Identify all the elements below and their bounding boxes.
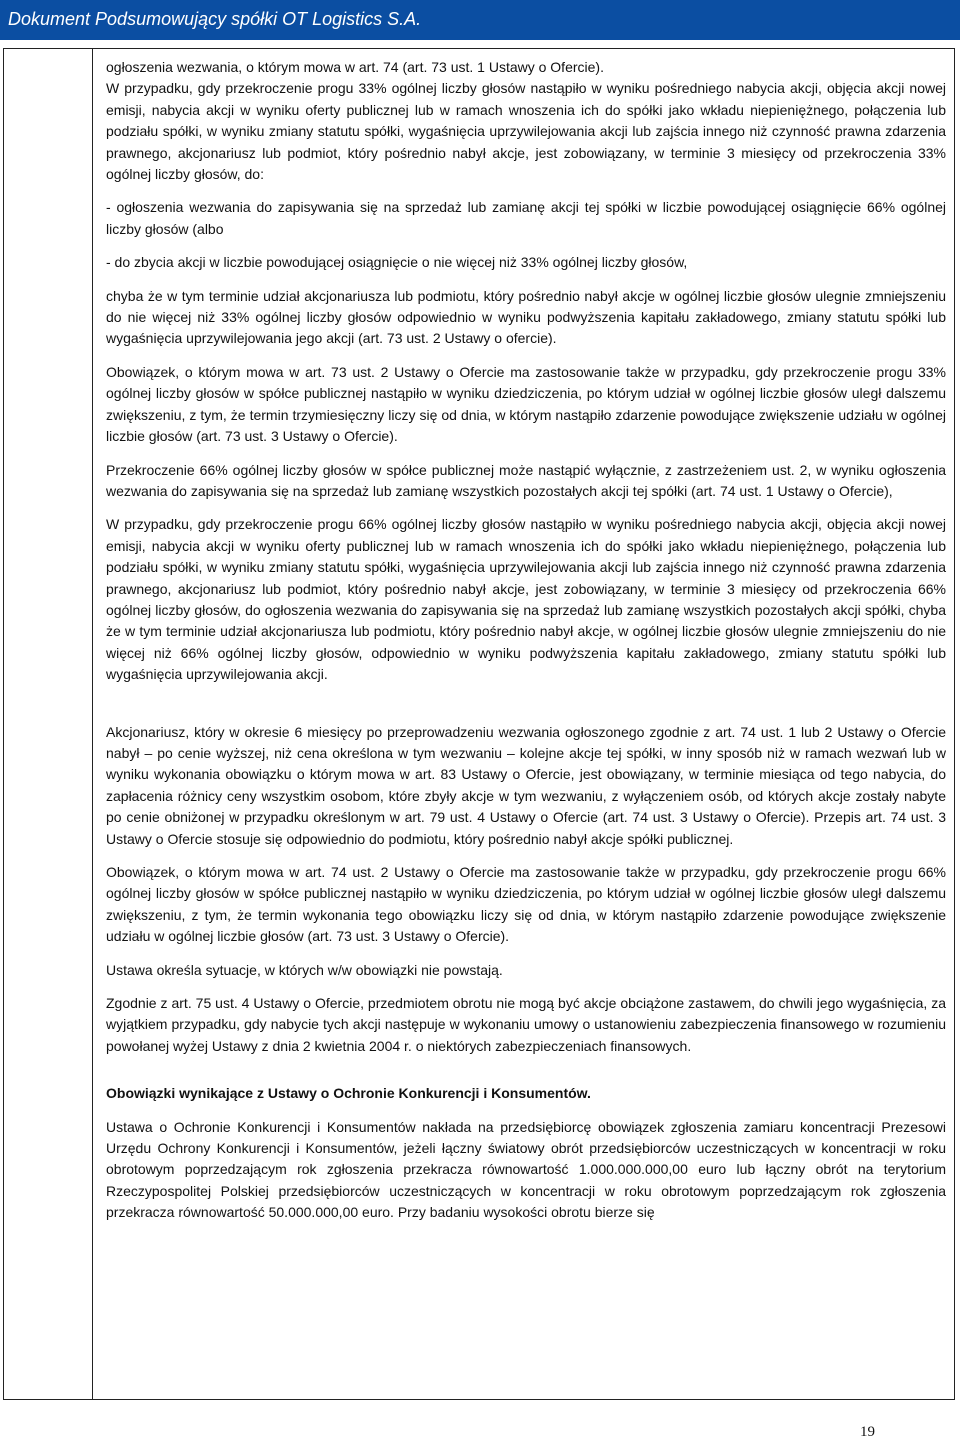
document-body: [106, 57, 946, 1236]
paragraph-13: Ustawa o Ochronie Konkurencji i Konsumentów nakłada na przedsiębiorcę obowiązek zgłoszenia zamiaru koncentracji Prezesowi Urzędu Ochrony Konkurencji i Konsumentów, jeżeli łączny światowy obrót przedsiębiorców uczestniczących w koncentracji w roku obrotowym poprzedzającym rok zgłoszenia przekracza równowartość 1.000.000.000,00 euro lub łączny obrót na terytorium Rzeczypospolitej Polskiej przedsiębiorców uczestniczących w koncentracji w roku obrotowym poprzedzającym rok zgłoszenia przekracza równowartość 50.000.000,00 euro. Przy badaniu wysokości obrotu bierze się: [106, 1118, 946, 1221]
page-number: 19: [860, 1424, 875, 1440]
paragraph-1: ogłoszenia wezwania, o którym mowa w art. 74 (art. 73 ust. 1 Ustawy o Ofercie).: [106, 59, 604, 75]
paragraph-4: - do zbycia akcji w liczbie powodującej osiągnięcie o nie więcej niż 33% ogólnej liczby głosów,: [106, 254, 688, 271]
document-header: [0, 0, 960, 40]
paragraph-9: Akcjonariusz, który w okresie 6 miesięcy po przeprowadzeniu wezwania ogłoszonego zgodnie z art. 74 ust. 1 lub 2 Ustawy o Ofercie nabył – po cenie wyższej, niż cena określona w tym wezwaniu – kolejne akcje tej spółki, w inny sposób niż w ramach wezwań lub w wyniku wykonania obowiązku o którym mowa w art. 83 Ustawy o Ofercie, jest obowiązany, w terminie miesiąca od tego nabycia, do zapłacenia różnicy ceny wszystkim osobom, które zbyły akcje w tym wezwaniu, z wyłączeniem osób, od których akcje zostały nabyte po cenie obniżonej w przypadku określonym w art. 79 ust. 4 Ustawy o Ofercie (art. 74 ust. 3 Ustawy o Ofercie). Przepis art. 74 ust. 3 Ustawy o Ofercie stosuje się odpowiednio do podmiotu, który pośrednio nabył akcje spółki publicznej.: [106, 723, 946, 847]
paragraph-12: Zgodnie z art. 75 ust. 4 Ustawy o Ofercie, przedmiotem obrotu nie mogą być akcje obciążone zastawem, do chwili jego wygaśnięcia, za wyjątkiem przypadku, gdy nabycie tych akcji następuje w wykonaniu umowy o ustanowieniu zabezpieczenia finansowego w rozumieniu powołanej wyżej Ustawy z dnia 2 kwietnia 2004 r. o niektórych zabezpieczeniach finansowych.: [106, 995, 946, 1054]
section-heading: Obowiązki wynikające z Ustawy o Ochronie Konkurencji i Konsumentów.: [106, 1085, 591, 1102]
spacer: [106, 698, 946, 722]
paragraph-8: W przypadku, gdy przekroczenie progu 66% ogólnej liczby głosów nastąpiło w wyniku pośredniego nabycia akcji, objęcia akcji nowej emisji, nabycia akcji w wyniku oferty publicznej lub w ramach wnoszenia ich do spółki jako wkładu niepieniężnego, połączenia lub podziału spółki, w wyniku zmiany statutu spółki, wygaśnięcia uprzywilejowania akcji lub zajścia innego niż czynność prawna zdarzenia prawnego, akcjonariusz lub podmiot, który pośrednio nabył akcje, jest zobowiązany, w terminie 3 miesięcy od przekroczenia 66% ogólnej liczby głosów, do ogłoszenia wezwania do zapisywania się na sprzedaż lub zamianę wszystkich pozostałych akcji spółki, chyba że w tym terminie udział akcjonariusza lub podmiotu, który pośrednio nabył akcje, w ogólnej liczbie głosów ulegnie zmniejszeniu do nie więcej niż 66% ogólnej liczby głosów, odpowiednio w wyniku podwyższenia kapitału zakładowego, zmiany statutu spółki lub wygaśnięcia uprzywilejowania akcji.: [106, 516, 946, 683]
document-title: Dokument Podsumowujący spółki OT Logistics S.A.: [8, 9, 422, 29]
paragraph-5: chyba że w tym terminie udział akcjonariusza lub podmiotu, który pośrednio nabył akcje w ogólnej liczbie głosów ulegnie zmniejszeniu do nie więcej niż 33% ogólnej liczby głosów odpowiednio w wyniku podwyższenia kapitału zakładowego, zmiany statutu spółki lub wygaśnięcia uprzywilejowania jego akcji (art. 73 ust. 2 Ustawy o ofercie).: [106, 287, 946, 347]
paragraph-2: W przypadku, gdy przekroczenie progu 33% ogólnej liczby głosów nastąpiło w wyniku pośredniego nabycia akcji, objęcia akcji nowej emisji, nabycia akcji w wyniku oferty publicznej lub w ramach wnoszenia ich do spółki jako wkładu niepieniężnego, połączenia lub podziału spółki, w wyniku zmiany statutu spółki, wygaśnięcia uprzywilejowania akcji lub zajścia innego niż czynność prawna zdarzenia prawnego, akcjonariusz lub podmiot, który pośrednio nabył akcje, jest zobowiązany, w terminie 3 miesięcy od przekroczenia 33% ogólnej liczby głosów, do:: [106, 80, 946, 183]
margin-rule: [92, 48, 93, 1400]
paragraph-7: Przekroczenie 66% ogólnej liczby głosów w spółce publicznej może nastąpić wyłącznie, z zastrzeżeniem ust. 2, w wyniku ogłoszenia wezwania do zapisywania się na sprzedaż lub zamianę wszystkich pozostałych akcji tej spółki (art. 74 ust. 1 Ustawy o Ofercie),: [106, 461, 946, 499]
spacer: [106, 1069, 946, 1083]
paragraph-3: - ogłoszenia wezwania do zapisywania się na sprzedaż lub zamianę akcji tej spółki w liczbie powodującej osiągnięcie 66% ogólnej liczby głosów (albo: [106, 199, 946, 237]
paragraph-10: Obowiązek, o którym mowa w art. 74 ust. 2 Ustawy o Ofercie ma zastosowanie także w przypadku, gdy przekroczenie progu 66% ogólnej liczby głosów w spółce publicznej nastąpiło w wyniku dziedziczenia, po którym udział w ogólnej liczbie głosów uległ dalszemu zwiększeniu, z tym, że termin wykonania tego obowiązku liczy się od dnia, w którym nastąpiło zdarzenie powodujące zwiększenie udziału w ogólnej liczbie głosów (art. 73 ust. 3 Ustawy o Ofercie).: [106, 864, 946, 945]
paragraph-11: Ustawa określa sytuacje, w których w/w obowiązki nie powstają.: [106, 961, 503, 978]
paragraph-6: Obowiązek, o którym mowa w art. 73 ust. 2 Ustawy o Ofercie ma zastosowanie także w przypadku, gdy przekroczenie progu 33% ogólnej liczby głosów w spółce publicznej nastąpiło w wyniku dziedziczenia, po którym udział w ogólnej liczbie głosów uległ dalszemu zwiększeniu, z tym, że termin trzymiesięczny liczy się od dnia, w którym nastąpiło zdarzenie powodujące zwiększenie udziału w ogólnej liczbie głosów (art. 73 ust. 3 Ustawy o Ofercie).: [106, 363, 946, 445]
